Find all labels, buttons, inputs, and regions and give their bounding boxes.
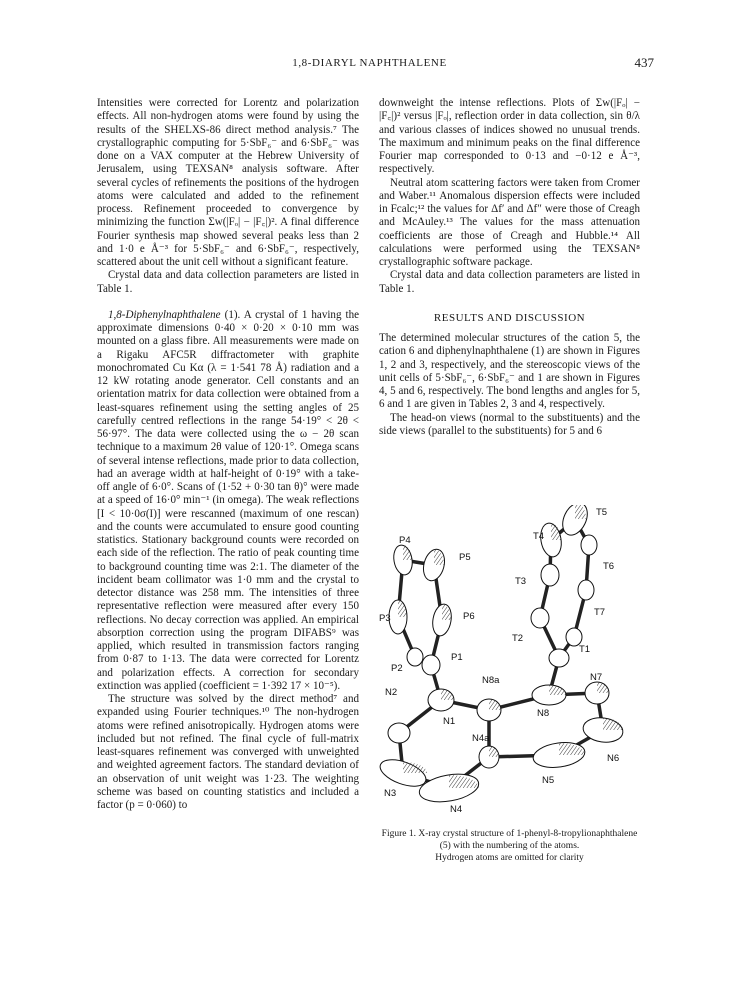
caption-line-2: Hydrogen atoms are omitted for clarity xyxy=(435,853,584,863)
label-P1: P1 xyxy=(451,652,463,663)
label-P3: P3 xyxy=(379,613,391,624)
label-N2: N2 xyxy=(385,687,398,698)
compound-name: 1,8-Diphenylnaphthalene xyxy=(108,308,221,321)
compound-number: (1). xyxy=(224,308,241,321)
left-column xyxy=(97,97,359,812)
label-N1: N1 xyxy=(443,716,456,727)
page-number: 437 xyxy=(634,55,654,70)
label-N4: N4 xyxy=(450,804,463,815)
paragraph-refinement: Intensities were corrected for Lorentz and polarization effects. All non-hydrogen atoms were found by using the results of the SHELXS-86 direct method analysis.⁷ The crystallographic computing for 5·SbF₆⁻ and 6·SbF₆⁻ was done on a VAX computer at the Hebrew University of Jerusalem, using TEXSAN⁸ analysis software. After several cycles of refinements the positions of the hydrogen atoms were calculated and added to the refinement process. Refinement proceeded to convergence by minimizing the function Σw(|Fₒ| − |F꜀|)². A final difference Fourier synthesis map showed several peaks less than 2 and 1·0 e Å⁻³ for 5·SbF₆⁻ and 6·SbF₆⁻, respectively, scattered about the unit cell without a significant feature. xyxy=(97,97,359,268)
label-N7: N7 xyxy=(590,672,603,683)
label-T3: T3 xyxy=(515,576,527,587)
paragraph-diphenylnaphthalene xyxy=(97,309,359,693)
paragraph-diphenylnaphthalene-body: A crystal of 1 having the approximate dimensions 0·40 × 0·20 × 0·10 mm was mounted on a glass fibre. All measurements were made on a Rigaku AFC5R diffractometer with graphite monochromated Cu Kα (λ = 1·541 78 Å) radiation and a 12 kW rotating anode generator. Cell constants and an orientation matrix for data collection were obtained from a least-squares refinement using the setting angles of 25 carefully centred reflections in the range 54·19° < 2θ < 56·97°. The data were collected using the ω − 2θ scan technique to a maximum 2θ value of 120·1°. Omega scans of several intense reflections, made prior to data collection, had an average width at half-height of 0·19° with a take-off angle of 6·0°. Scans of (1·52 + 0·30 tan θ)° were made at a speed of 16·0° min⁻¹ (in omega). The weak reflections [I < 10·0σ(I)] were rescanned (maximum of one rescan) and the counts were accumulated to ensure good counting statistics. Stationary background counts were recorded on each side of the reflection. The ratio of peak counting time to background counting time was 2:1. The diameter of the incident beam collimator was 1·0 mm and the crystal to detector distance was 258 mm. The intensities of three representative reflection were measured after every 150 reflections. No decay correction was applied. An empirical absorption correction using the program DIFABS⁹ was applied, which resulted in transmission factors ranging from 0·87 to 1·13. The data were corrected for Lorentz and polarization effects. A correction for secondary extinction was applied (coefficient = 1·392 17 × 10⁻⁵). xyxy=(97,308,360,692)
label-N5: N5 xyxy=(542,775,555,786)
section-heading: RESULTS AND DISCUSSION xyxy=(433,311,586,324)
label-T1: T1 xyxy=(579,644,591,655)
paragraph-scattering-factors: Neutral atom scattering factors were taken from Cromer and Waber.¹¹ Anomalous dispersion effects were included in Fcalc;¹² the values for Δf′ and Δf″ were those of Creagh and McAuley.¹³ The values for the mass attenuation coefficients are those of Creagh and Hubble.¹⁴ All calculations were performed using the TEXSAN⁸ crystallographic software package. xyxy=(379,176,640,268)
paragraph-table-reference: Crystal data and data collection parameters are listed in Table 1. xyxy=(97,269,359,295)
running-title: 1,8-DIARYL NAPHTHALENE xyxy=(292,57,447,69)
label-P5: P5 xyxy=(459,552,471,563)
right-column xyxy=(379,97,640,438)
label-T4: T4 xyxy=(533,531,545,542)
label-N8: N8 xyxy=(537,708,550,719)
caption-line-1: Figure 1. X-ray crystal structure of 1-phenyl-8-tropylionaphthalene (5) with the numbering of the atoms. xyxy=(381,829,638,851)
figure-caption xyxy=(379,828,640,864)
label-N6: N6 xyxy=(607,753,620,764)
paragraph-results: The determined molecular structures of the cation 5, the cation 6 and diphenylnaphthalene (1) are shown in Figures 1, 2 and 3, respectively, and the stereoscopic views of the unit cells of 5·SbF₆⁻, 6·SbF₆⁻ and 1 are shown in Figures 4, 5 and 6, respectively. The bond lengths and angles for 5, 6 and 1 are given in Tables 2, 3 and 4, respectively. xyxy=(379,332,640,411)
label-N3: N3 xyxy=(384,788,397,799)
ortep-drawing xyxy=(379,505,640,825)
label-P6: P6 xyxy=(463,611,475,622)
paragraph-table-reference-2: Crystal data and data collection parameters are listed in Table 1. xyxy=(379,269,640,295)
paragraph-views: The head-on views (normal to the substituents) and the side views (parallel to the substituents) for 5 and 6 xyxy=(379,411,640,437)
label-T5: T5 xyxy=(596,507,608,518)
paragraph-downweight: downweight the intense reflections. Plots of Σw(|Fₒ| − |F꜀|)² versus |Fₒ|, reflection order in data collection, sin θ/λ and various classes of indices showed no unusual trends. The maximum and minimum peaks on the final difference Fourier map corresponded to 0·13 and −0·12 e Å⁻³, respectively. xyxy=(379,97,640,176)
label-T7: T7 xyxy=(594,607,606,618)
paragraph-structure-solution: The structure was solved by the direct method⁷ and expanded using Fourier techniques.¹⁰ The non-hydrogen atoms were refined anisotropically. Hydrogen atoms were included but not refined. The final cycle of full-matrix least-squares refinement was converged with unweighted and weighted agreement factors. The standard deviation of an observation of unit weight was 1·23. The weighting scheme was based on counting statistics and included a factor (p = 0·060) to xyxy=(97,693,359,811)
label-P2: P2 xyxy=(391,663,403,674)
label-N4a: N4a xyxy=(472,733,490,744)
label-P4: P4 xyxy=(399,535,411,546)
thermal-ellipsoids xyxy=(379,505,624,806)
label-T6: T6 xyxy=(603,561,615,572)
label-N8a: N8a xyxy=(482,675,500,686)
running-header xyxy=(0,57,739,77)
figure-1-ortep xyxy=(379,505,640,825)
label-T2: T2 xyxy=(512,633,524,644)
